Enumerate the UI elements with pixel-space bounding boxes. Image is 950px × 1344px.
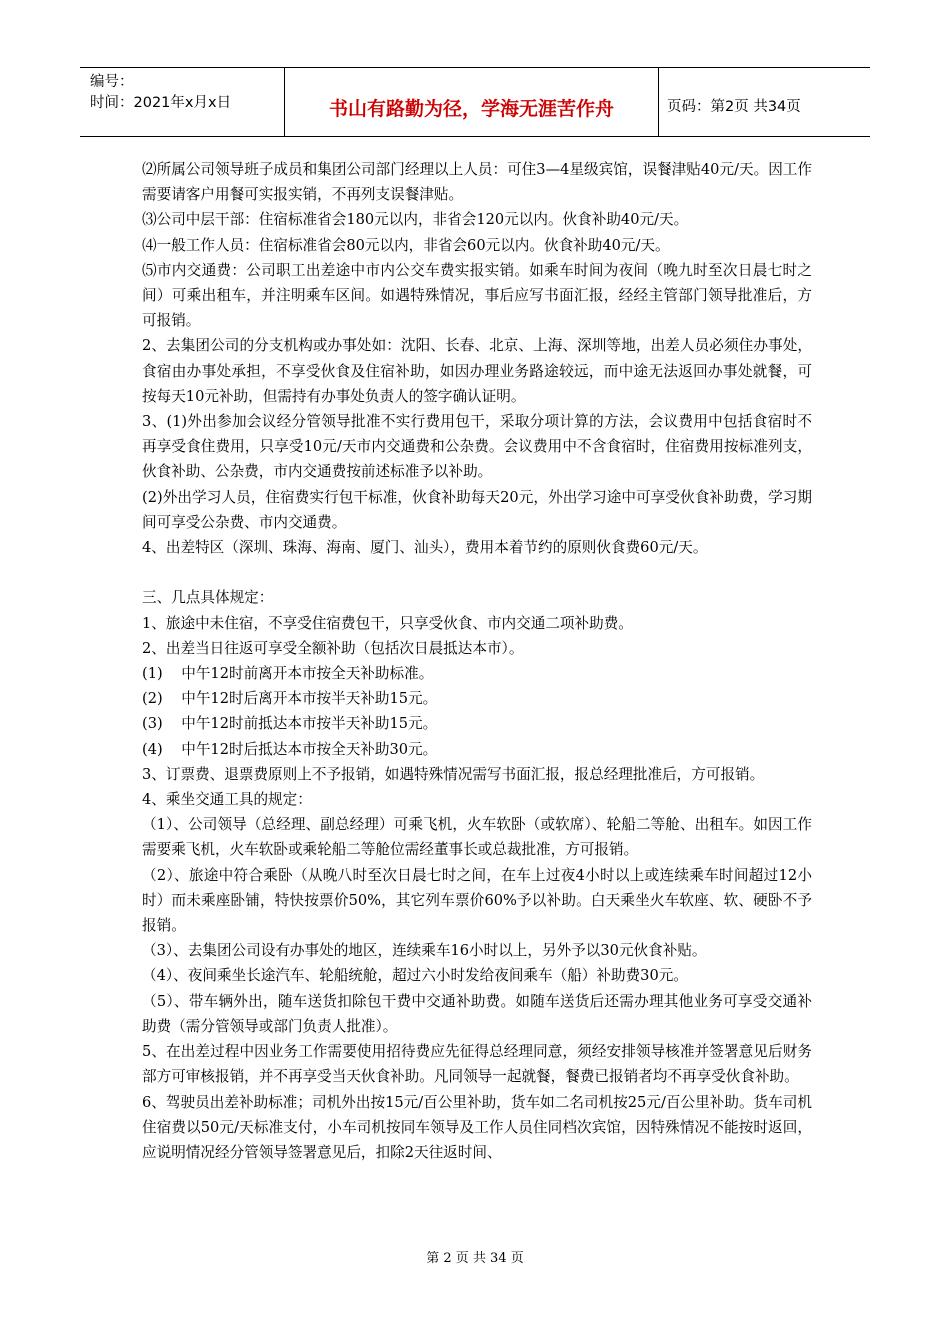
- paragraph: （4）、夜间乘坐长途汽车、轮船统舱，超过六小时发给夜间乘车（船）补助费30元。: [142, 967, 688, 985]
- page-header: [80, 67, 870, 137]
- paragraph: （2）、旅途中符合乘卧（从晚八时至次日晨七时之间，在车上过夜4小时以上或连续乘车时间超过12小时）而未乘座卧铺，特快按票价50%，其它列车票价60%予以补助。白天乘坐火车软座、软、硬卧不予报销。: [142, 866, 812, 935]
- header-motto: 书山有路勤为径，学海无涯苦作舟: [285, 68, 659, 136]
- paragraph: （1）、公司领导（总经理、副总经理）可乘飞机，火车软卧（或软席）、轮船二等舱、出租车。如因工作需要乘飞机，火车软卧或乘轮船二等舱位需经董事长或总裁批准，方可报销。: [142, 816, 812, 859]
- paragraph: ⑵所属公司领导班子成员和集团公司部门经理以上人员：可住3—4星级宾馆，误餐津贴40元/天。因工作需要请客户用餐可实报实销，不再列支误餐津贴。: [142, 161, 812, 204]
- header-meta: [80, 68, 285, 136]
- page-footer: 第 2 页 共 34 页: [426, 1251, 524, 1266]
- paragraph: 2、去集团公司的分支机构或办事处如：沈阳、长春、北京、上海、深圳等地，出差人员必须住办事处，食宿由办事处承担，不享受伙食及住宿补助，如因办理业务路途较远，而中途无法返回办事处就餐，可按每天10元补助，但需持有办事处负责人的签字确认证明。: [142, 337, 812, 405]
- document-body: [142, 157, 812, 1165]
- document-number-label: 编号：: [90, 74, 134, 90]
- paragraph: （5）、带车辆外出，随车送货扣除包干费中交通补助费。如随车送货后还需办理其他业务可享受交通补助费（需分管领导或部门负责人批准）。: [142, 992, 812, 1035]
- paragraph: ⑷一般工作人员：住宿标准省会80元以内，非省会60元以内。伙食补助40元/天。: [142, 236, 670, 254]
- paragraph: 3、(1)外出参加会议经分管领导批准不实行费用包干，采取分项计算的方法，会议费用中包括食宿时不再享受食住费用，只享受10元/天市内交通费和公杂费。会议费用中不含食宿时，住宿费用按标准列支，伙食补助、公杂费，市内交通费按前述标准予以补助。: [142, 413, 812, 481]
- header-page-label: 页码：第2页 共34页: [667, 98, 801, 115]
- paragraph: (2)外出学习人员，住宿费实行包干标准，伙食补助每天20元，外出学习途中可享受伙食补助费，学习期间可享受公杂费、市内交通费。: [142, 488, 812, 531]
- paragraph: 2、出差当日往返可享受全额补助（包括次日晨抵达本市）。: [142, 639, 524, 657]
- paragraph: ⑸市内交通费：公司职工出差途中市内公交车费实报实销。如乘车时间为夜间（晚九时至次日晨七时之间）可乘出租车，并注明乘车区间。如遇特殊情况，事后应写书面汇报，经经主管部门领导批准后，方可报销。: [142, 261, 812, 330]
- paragraph: 4、出差特区（深圳、珠海、海南、厦门、汕头），费用本着节约的原则伙食费60元/天。: [142, 539, 708, 557]
- paragraph: (1) 中午12时前离开本市按全天补助标准。: [142, 665, 434, 683]
- paragraph: 4、乘坐交通工具的规定：: [142, 791, 312, 809]
- blank-line: [142, 560, 812, 585]
- paragraph: ⑶公司中层干部：住宿标准省会180元以内，非省会120元以内。伙食补助40元/天。: [142, 211, 689, 229]
- paragraph: 1、旅途中未住宿，不享受住宿费包干，只享受伙食、市内交通二项补助费。: [142, 614, 633, 632]
- section-heading: 三、几点具体规定：: [142, 589, 274, 607]
- document-time-label: 时间：2021年x月x日: [90, 95, 232, 111]
- paragraph: (3) 中午12时前抵达本市按半天补助15元。: [142, 715, 438, 733]
- paragraph: (4) 中午12时后抵达本市按全天补助30元。: [142, 740, 438, 758]
- paragraph: （3）、去集团公司设有办事处的地区，连续乘车16小时以上，另外予以30元伙食补贴。: [142, 942, 707, 960]
- paragraph: (2) 中午12时后离开本市按半天补助15元。: [142, 690, 438, 708]
- paragraph: 6、驾驶员出差补助标准；司机外出按15元/百公里补助，货车如二名司机按25元/百公里补助。货车司机住宿费以50元/天标准支付，小车司机按同车领导及工作人员住同档次宾馆，因特殊情况不能按时返回，应说明情况经分管领导签署意见后，扣除2天往返时间、: [142, 1093, 812, 1161]
- paragraph: 3、订票费、退票费原则上不予报销，如遇特殊情况需写书面汇报，报总经理批准后，方可报销。: [142, 765, 765, 783]
- paragraph: 5、在出差过程中因业务工作需要使用招待费应先征得总经理同意，须经安排领导核准并签署意见后财务部方可审核报销，并不再享受当天伙食补助。凡同领导一起就餐，餐费已报销者均不再享受伙食补助。: [142, 1043, 812, 1086]
